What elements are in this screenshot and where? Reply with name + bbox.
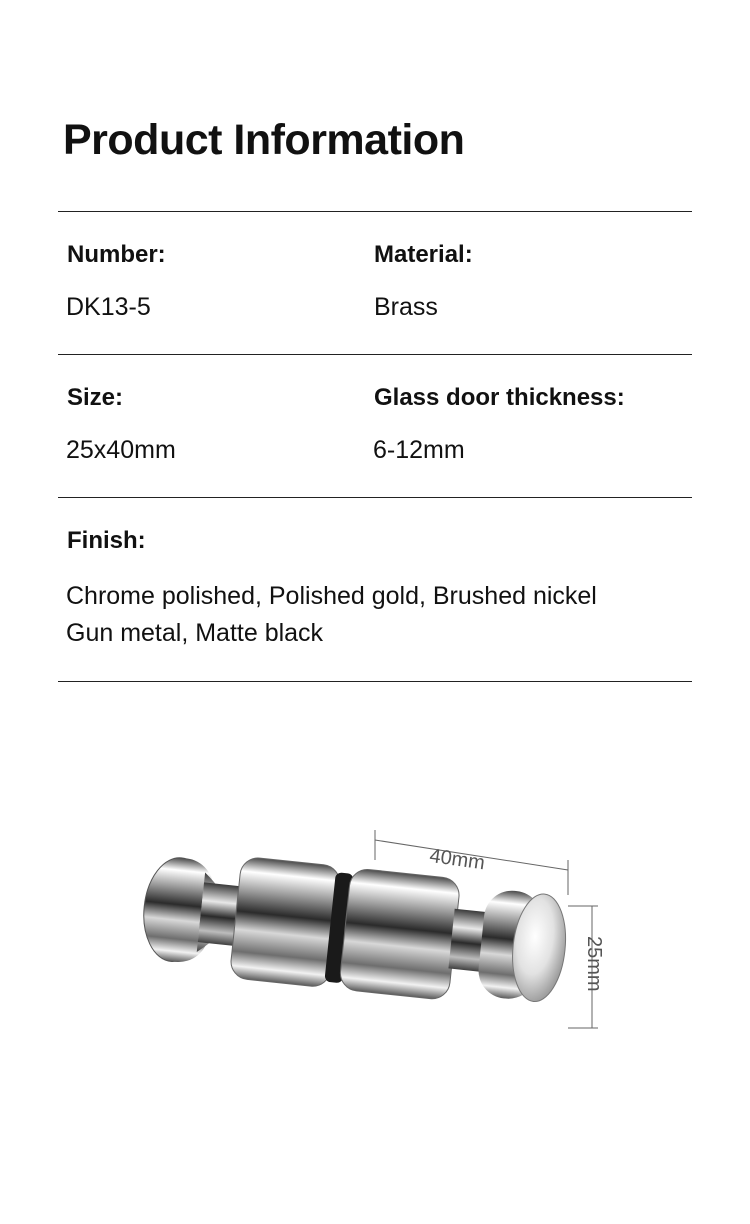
page-title: Product Information [63,116,465,164]
finish-value [66,578,597,652]
length-label: 40mm [428,844,487,875]
material-label: Material: [374,241,473,268]
glass-thickness-label: Glass door thickness: [374,384,625,411]
product-image [130,800,610,1060]
divider [58,354,692,355]
finish-line: Chrome polished, Polished gold, Brushed nickel [66,582,597,610]
size-value: 25x40mm [66,436,176,464]
size-label: Size: [67,384,124,411]
glass-thickness-value: 6-12mm [373,436,465,464]
divider [58,497,692,498]
finish-line: Gun metal, Matte black [66,619,324,647]
handle-icon [138,844,571,1013]
divider [58,681,692,682]
number-label: Number: [67,241,166,268]
material-value: Brass [374,293,438,321]
finish-label: Finish: [67,527,146,554]
number-value: DK13-5 [66,293,151,321]
divider [58,211,692,212]
diameter-label: 25mm [583,936,605,992]
